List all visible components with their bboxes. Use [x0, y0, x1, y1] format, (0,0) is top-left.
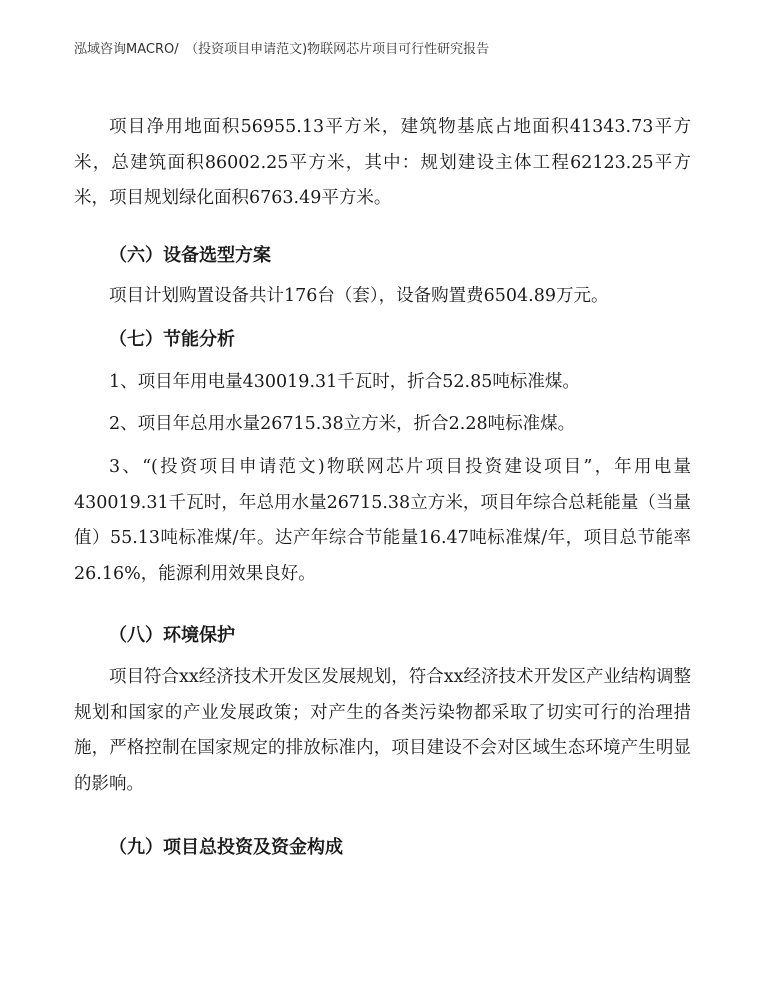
- equipment-heading: （六）设备选型方案: [109, 245, 271, 266]
- environment-paragraph: 项目符合xx经济技术开发区发展规划，符合xx经济技术开发区产业结构调整规划和国家的产业发展政策；对产生的各类污染物都采取了切实可行的治理措施，严格控制在国家规定的排放标准内，项目建设不会对区域生态环境产生明显的影响。: [74, 667, 691, 794]
- environment-heading: （八）环境保护: [109, 625, 235, 646]
- page-header: 泓域咨询MACRO/ （投资项目申请范文)物联网芯片项目可行性研究报告: [74, 42, 490, 57]
- energy-item-water: 2、项目年总用水量26715.38立方米，折合2.28吨标准煤。: [109, 414, 576, 434]
- energy-heading: （七）节能分析: [109, 329, 235, 350]
- energy-item-electricity: 1、项目年用电量430019.31千瓦时，折合52.85吨标准煤。: [109, 372, 580, 392]
- energy-item-summary: 3、“(投资项目申请范文)物联网芯片项目投资建设项目”，年用电量430019.31千瓦时，年总用水量26715.38立方米，项目年综合总耗能量（当量值）55.13吨标准煤/年。达产年综合节能量16.47吨标准煤/年，项目总节能率26.16%，能源利用效果良好。: [74, 457, 691, 584]
- investment-heading: （九）项目总投资及资金构成: [109, 837, 343, 858]
- equipment-paragraph: 项目计划购置设备共计176台（套），设备购置费6504.89万元。: [109, 286, 609, 306]
- land-area-paragraph: 项目净用地面积56955.13平方米，建筑物基底占地面积41343.73平方米，总建筑面积86002.25平方米，其中：规划建设主体工程62123.25平方米，项目规划绿化面积6763.49平方米。: [74, 117, 691, 209]
